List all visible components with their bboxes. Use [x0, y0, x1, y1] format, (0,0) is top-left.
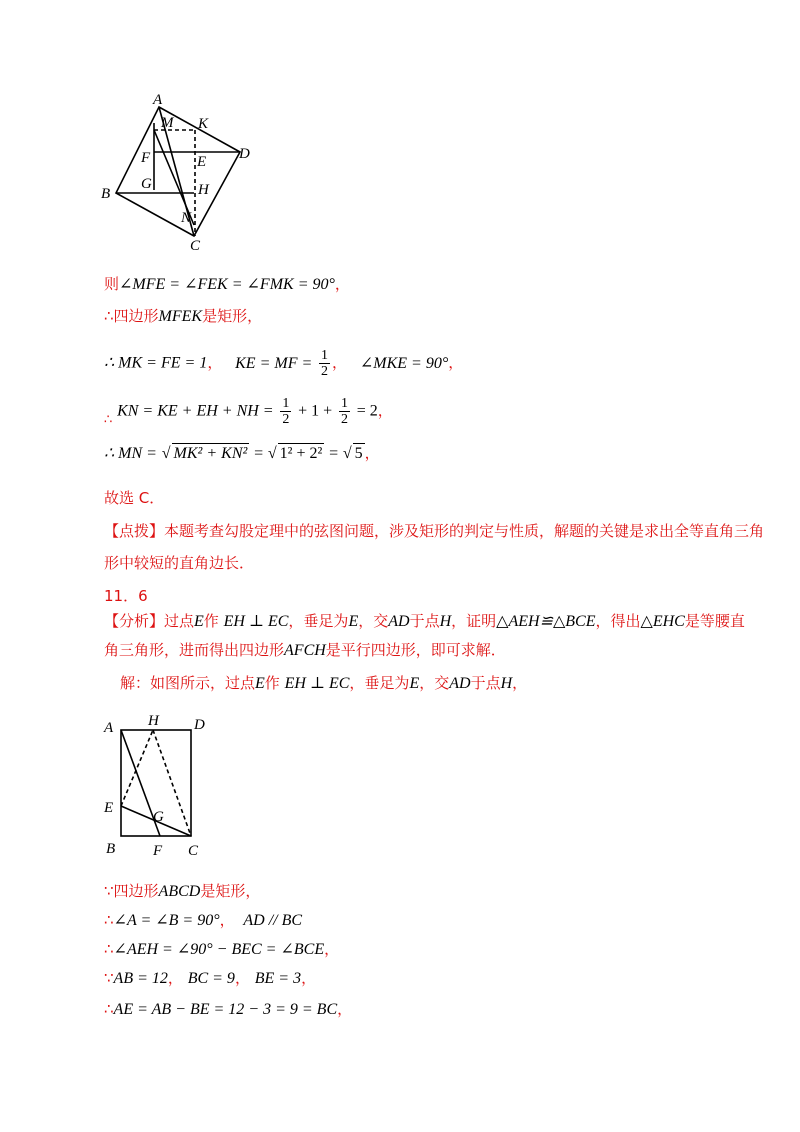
fig1-label-B: B — [101, 186, 111, 202]
line-analysis-2: 角三角形，进而得出四边形AFCH是平行四边形，即可求解． — [104, 641, 506, 659]
line-angles: 则∠MFE = ∠FEK = ∠FMK = 90°， — [104, 275, 350, 293]
fig1-label-F: F — [141, 150, 151, 166]
fig2-label-F: F — [153, 843, 163, 859]
line-angles-AB: ∴∠A = ∠B = 90°， AD // BC — [104, 911, 303, 929]
line-MN: ∴ MN = √ MK² + KN² = √ 1² + 2² = √ 5 ， — [104, 444, 380, 462]
fig1-label-G: G — [141, 176, 152, 192]
fig1-label-A: A — [153, 92, 163, 108]
line-rectangle-MFEK: ∴四边形MFEK是矩形， — [104, 307, 263, 325]
line-angle-AEH: ∴∠AEH = ∠90° − BEC = ∠BCE， — [104, 940, 340, 958]
line-AE-equals-BC: ∴AE = AB − BE = 12 − 3 = 9 = BC， — [104, 1000, 353, 1018]
line-solution-intro: 解：如图所示，过点E作 EH ⊥ EC，垂足为E，交AD于点H， — [120, 674, 528, 692]
fig2-label-A: A — [104, 720, 114, 736]
figure-2-diagram — [98, 712, 218, 862]
outer-square — [116, 107, 240, 236]
line-KN: ∴ KN = KE + EH + NH = $\frac{1}{2}$ + 1 + $\frac{1}{2}$ = 2， — [104, 396, 393, 428]
fig2-label-G: G — [153, 809, 164, 825]
fig1-label-H: H — [198, 182, 209, 198]
line-answer-C: 故选 C． — [104, 489, 165, 507]
fig1-label-M: M — [161, 115, 174, 131]
fig2-label-B: B — [106, 841, 116, 857]
line-tip-1: 【点拨】本题考查勾股定理中的弦图问题，涉及矩形的判定与性质，解题的关键是求出全等直角三角 — [104, 522, 765, 540]
fig1-label-C: C — [190, 238, 201, 254]
fig1-label-E: E — [197, 154, 207, 170]
fig2-label-E: E — [104, 800, 114, 816]
fraction-half-1: $\frac{1}{2}$ — [282, 396, 290, 427]
fig1-label-N: N — [181, 210, 192, 226]
line-ABCD-rectangle: ∵四边形ABCD是矩形， — [104, 882, 261, 900]
figure-1-diagram — [95, 90, 265, 255]
fig2-label-D: D — [194, 717, 205, 733]
problem-number-11: 11．6 — [104, 587, 148, 605]
line-analysis-1: 【分析】过点E作 EH ⊥ EC，垂足为E，交AD于点H，证明△AEH≌△BCE，得出△EHC是等腰直 — [104, 612, 745, 630]
line-MK-KE: ∴ MK = FE = 1， KE = MF = $\frac{1}{2}$ ， ∠MKE = 90°， — [104, 348, 464, 379]
line-given-lengths: ∵AB = 12， BC = 9， BE = 3， — [104, 969, 317, 987]
fraction-one-half: $\frac{1}{2}$ — [321, 348, 329, 379]
fig1-label-D: D — [239, 146, 250, 162]
fig2-label-H: H — [148, 713, 159, 729]
fig2-label-C: C — [188, 843, 199, 859]
line-tip-2: 形中较短的直角边长． — [104, 554, 255, 572]
fig1-label-K: K — [198, 116, 209, 132]
fraction-half-2: $\frac{1}{2}$ — [340, 396, 348, 427]
